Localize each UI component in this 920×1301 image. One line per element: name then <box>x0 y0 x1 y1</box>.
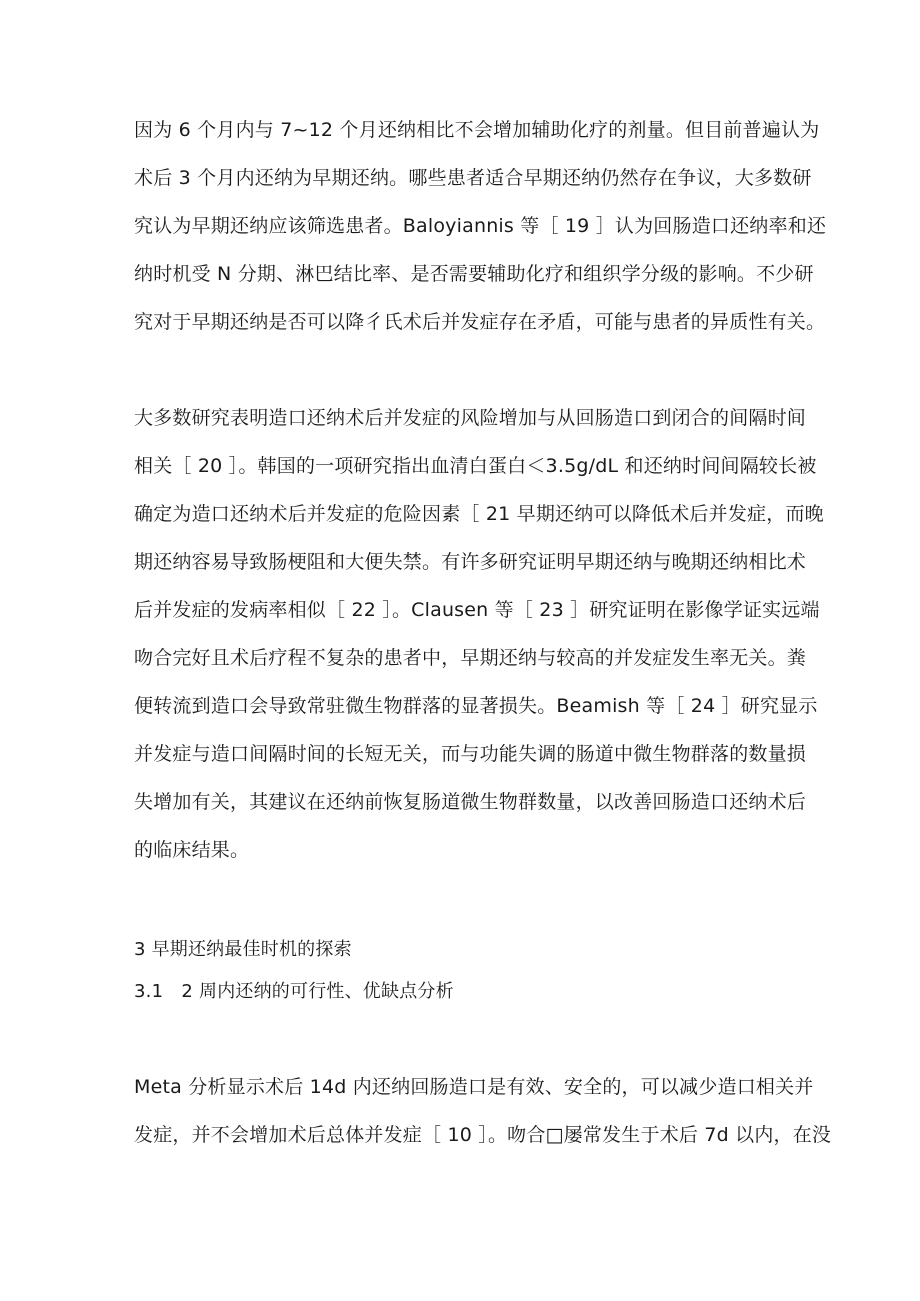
paragraph-line: 究认为早期还纳应该筛选患者。Baloyiannis 等［ 19 ］认为回肠造口还纳率和还 <box>134 215 827 237</box>
paragraph-line: 的临床结果。 <box>134 839 250 861</box>
paragraph-line: 吻合完好且术后疗程不复杂的患者中，早期还纳与较高的并发症发生率无关。粪 <box>134 647 807 669</box>
section-heading: 3 早期还纳最佳时机的探索 <box>134 939 352 960</box>
paragraph-line: 相关［ 20 ］。韩国的一项研究指出血清白蛋白＜3.5g/dL 和还纳时间间隔较长被 <box>134 455 817 477</box>
paragraph-line: Meta 分析显示术后 14d 内还纳回肠造口是有效、安全的，可以减少造口相关并 <box>134 1076 814 1098</box>
paragraph-line: 术后 3 个月内还纳为早期还纳。哪些患者适合早期还纳仍然存在争议，大多数研 <box>134 167 812 189</box>
paragraph-line: 纳时机受 N 分期、淋巴结比率、是否需要辅助化疗和组织学分级的影响。不少研 <box>134 263 814 285</box>
paragraph-line: 发症，并不会增加术后总体并发症［ 10 ］。吻合□屡常发生于术后 7d 以内，在没 <box>134 1124 832 1146</box>
paragraph-line: 确定为造口还纳术后并发症的危险因素［ 21 早期还纳可以降低术后并发症，而晚 <box>134 503 824 525</box>
paragraph-line: 失增加有关，其建议在还纳前恢复肠道微生物群数量，以改善回肠造口还纳术后 <box>134 791 807 813</box>
paragraph-line: 后并发症的发病率相似［ 22 ］。Clausen 等［ 23 ］研究证明在影像学证实远端 <box>134 599 820 621</box>
paragraph-line: 期还纳容易导致肠梗阻和大便失禁。有许多研究证明早期还纳与晚期还纳相比术 <box>134 551 807 573</box>
paragraph-line: 大多数研究表明造口还纳术后并发症的风险增加与从回肠造口到闭合的间隔时间 <box>134 407 807 429</box>
paragraph-line: 究对于早期还纳是否可以降彳氏术后并发症存在矛盾，可能与患者的异质性有关。 <box>134 311 826 333</box>
subsection-heading: 3.1 2 周内还纳的可行性、优缺点分析 <box>134 981 454 1002</box>
paragraph-line: 因为 6 个月内与 7~12 个月还纳相比不会增加辅助化疗的剂量。但目前普遍认为 <box>134 119 820 141</box>
paragraph-line: 便转流到造口会导致常驻微生物群落的显著损失。Beamish 等［ 24 ］研究显示 <box>134 695 818 717</box>
paragraph-line: 并发症与造口间隔时间的长短无关，而与功能失调的肠道中微生物群落的数量损 <box>134 743 807 765</box>
